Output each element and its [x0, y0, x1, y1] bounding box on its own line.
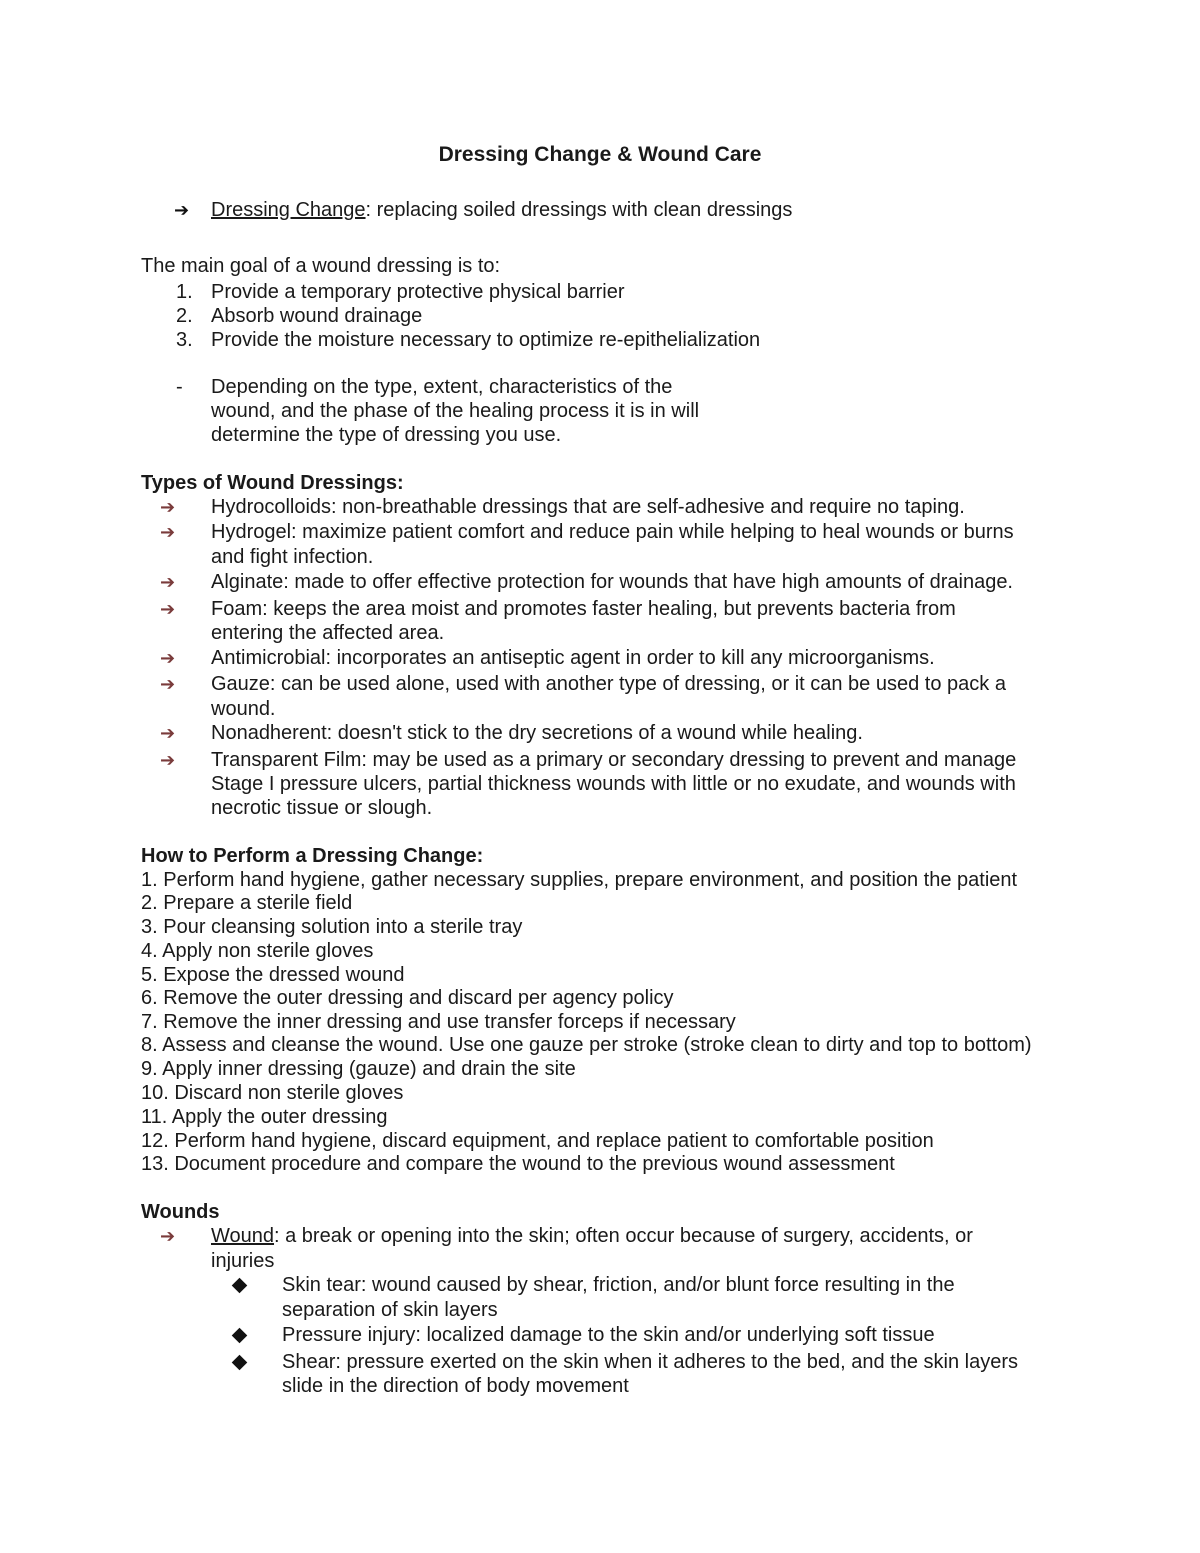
step-item: 10. Discard non sterile gloves	[141, 1082, 404, 1104]
wound-type-item: Pressure injury: localized damage to the skin and/or underlying soft tissue	[282, 1324, 935, 1346]
right-arrow-icon: ➔	[160, 599, 176, 619]
dressing-type-item: Hydrogel: maximize patient comfort and reduce pain while helping to heal wounds or burns	[211, 521, 1014, 543]
step-item: 13. Document procedure and compare the wound to the previous wound assessment	[141, 1153, 895, 1175]
goal-item: Provide the moisture necessary to optimize re-epithelialization	[211, 329, 761, 351]
step-item: 6. Remove the outer dressing and discard per agency policy	[141, 987, 674, 1009]
right-arrow-icon: ➔	[160, 674, 176, 694]
dressing-type-item-cont: and fight infection.	[211, 546, 374, 568]
dressing-type-item: Nonadherent: doesn't stick to the dry secretions of a wound while healing.	[211, 722, 863, 744]
goal-intro: The main goal of a wound dressing is to:	[141, 255, 501, 277]
right-arrow-icon: ➔	[160, 522, 176, 542]
dressing-type-item-cont: Stage I pressure ulcers, partial thickness wounds with little or no exudate, and wounds with	[211, 773, 1016, 795]
dressing-type-item: Alginate: made to offer effective protection for wounds that have high amounts of drainage.	[211, 571, 1013, 593]
right-arrow-icon: ➔	[160, 723, 176, 743]
goal-number: 3.	[176, 329, 193, 351]
dressing-type-item: Gauze: can be used alone, used with another type of dressing, or it can be used to pack a	[211, 673, 1006, 695]
step-item: 12. Perform hand hygiene, discard equipment, and replace patient to comfortable position	[141, 1130, 934, 1152]
right-arrow-icon: ➔	[160, 1226, 176, 1246]
step-item: 5. Expose the dressed wound	[141, 964, 405, 986]
wound-type-item-cont: slide in the direction of body movement	[282, 1375, 629, 1397]
diamond-bullet-icon	[232, 1328, 248, 1344]
step-item: 7. Remove the inner dressing and use transfer forceps if necessary	[141, 1011, 736, 1033]
dressing-type-item: Hydrocolloids: non-breathable dressings that are self-adhesive and require no taping.	[211, 496, 965, 518]
dressing-type-item: Antimicrobial: incorporates an antiseptic agent in order to kill any microorganisms.	[211, 647, 935, 669]
wound-type-item-cont: separation of skin layers	[282, 1299, 498, 1321]
wound-type-item: Shear: pressure exerted on the skin when it adheres to the bed, and the skin layers	[282, 1351, 1018, 1373]
note-line: determine the type of dressing you use.	[211, 424, 562, 446]
wound-definition-text: : a break or opening into the skin; often occur because of surgery, accidents, or	[274, 1225, 973, 1247]
steps-heading: How to Perform a Dressing Change:	[141, 845, 484, 867]
note-line: Depending on the type, extent, characteristics of the	[211, 376, 673, 398]
dressing-type-item-cont: entering the affected area.	[211, 622, 445, 644]
wounds-heading: Wounds	[141, 1201, 220, 1223]
types-heading: Types of Wound Dressings:	[141, 472, 404, 494]
right-arrow-icon: ➔	[160, 572, 176, 592]
diamond-bullet-icon	[232, 1355, 248, 1371]
intro-definition-text: : replacing soiled dressings with clean dressings	[365, 199, 793, 221]
step-item: 3. Pour cleansing solution into a sterile tray	[141, 916, 523, 938]
step-item: 2. Prepare a sterile field	[141, 892, 353, 914]
wound-type-item: Skin tear: wound caused by shear, friction, and/or blunt force resulting in the	[282, 1274, 955, 1296]
step-item: 1. Perform hand hygiene, gather necessary supplies, prepare environment, and position the patient	[141, 869, 1018, 891]
right-arrow-icon: ➔	[174, 200, 190, 220]
right-arrow-icon: ➔	[160, 750, 176, 770]
wound-definition-cont: injuries	[211, 1250, 275, 1272]
diamond-bullet-icon	[232, 1278, 248, 1294]
dressing-type-item: Foam: keeps the area moist and promotes faster healing, but prevents bacteria from	[211, 598, 956, 620]
step-item: 11. Apply the outer dressing	[141, 1106, 388, 1128]
intro-term: Dressing Change	[211, 199, 366, 221]
wound-term: Wound	[211, 1225, 275, 1247]
goal-item: Provide a temporary protective physical barrier	[211, 281, 625, 303]
goal-number: 2.	[176, 305, 193, 327]
right-arrow-icon: ➔	[160, 497, 176, 517]
step-item: 9. Apply inner dressing (gauze) and drain the site	[141, 1058, 576, 1080]
intro-definition	[211, 198, 792, 222]
step-item: 4. Apply non sterile gloves	[141, 940, 374, 962]
dressing-type-item: Transparent Film: may be used as a primary or secondary dressing to prevent and manage	[211, 749, 1017, 771]
goal-number: 1.	[176, 281, 193, 303]
goal-item: Absorb wound drainage	[211, 305, 423, 327]
wound-definition	[211, 1224, 973, 1248]
note-line: wound, and the phase of the healing process it is in will	[211, 400, 700, 422]
step-item: 8. Assess and cleanse the wound. Use one gauze per stroke (stroke clean to dirty and top to bottom)	[141, 1034, 1032, 1056]
right-arrow-icon: ➔	[160, 648, 176, 668]
note-dash: -	[176, 376, 183, 398]
dressing-type-item-cont: wound.	[211, 698, 276, 720]
page-title: Dressing Change & Wound Care	[438, 143, 762, 166]
dressing-type-item-cont: necrotic tissue or slough.	[211, 797, 433, 819]
